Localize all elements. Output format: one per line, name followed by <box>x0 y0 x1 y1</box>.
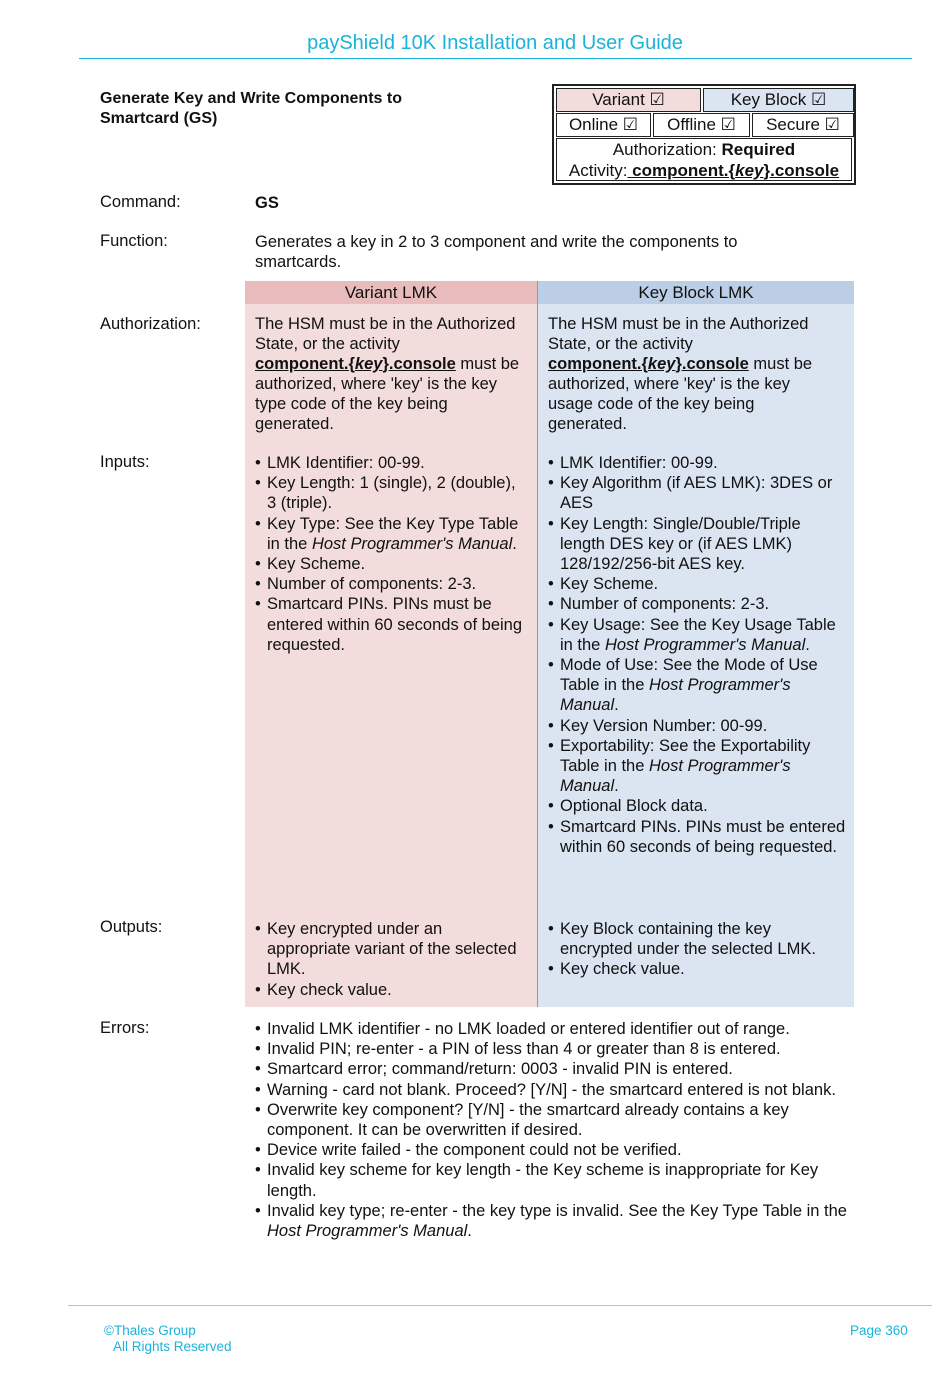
key-block-authorization: The HSM must be in the Authorized State, or the activity component.{key}.console must be authorized, where 'key' is the key usage code of the key being generated. <box>548 315 813 433</box>
auth-label: Authorization: <box>612 140 722 159</box>
list-item: • Number of components: 2-3. <box>255 574 529 594</box>
function-label: Function: <box>100 232 168 250</box>
list-item: • Key Type: See the Key Type Table in the Host Programmer's Manual. <box>255 514 529 554</box>
variant-flag: Variant ☑ <box>556 88 701 112</box>
variant-outputs <box>245 919 537 1000</box>
errors-label: Errors: <box>100 1019 150 1037</box>
list-item: • Exportability: See the Exportability Table in the Host Programmer's Manual. <box>548 736 846 797</box>
list-item: • Warning - card not blank. Proceed? [Y/N] - the smartcard entered is not blank. <box>255 1080 847 1100</box>
variant-authorization: The HSM must be in the Authorized State, or the activity component.{key}.console must be authorized, where 'key' is the key type code of the key being generated. <box>255 315 520 433</box>
key-block-inputs <box>538 453 854 857</box>
list-item: • Smartcard PINs. PINs must be entered within 60 seconds of being requested. <box>548 817 846 857</box>
activity-value: component.{key}.console <box>627 161 840 180</box>
footer-copyright: ©Thales Group <box>104 1323 196 1338</box>
section-title <box>100 89 480 129</box>
page-number: Page 360 <box>850 1323 908 1338</box>
key-block-outputs <box>538 919 854 980</box>
list-item: • Key Block containing the key encrypted under the selected LMK. <box>548 919 846 959</box>
outputs-label: Outputs: <box>100 918 163 936</box>
errors-list <box>245 1019 855 1241</box>
list-item: • LMK Identifier: 00-99. <box>255 453 529 473</box>
list-item: • Invalid LMK identifier - no LMK loaded or entered identifier out of range. <box>255 1019 847 1039</box>
list-item: • Invalid PIN; re-enter - a PIN of less than 4 or greater than 8 is entered. <box>255 1039 847 1059</box>
list-item: • Invalid key type; re-enter - the key type is invalid. See the Key Type Table in the Host Programmer's Manual. <box>255 1201 847 1241</box>
list-item: • Key check value. <box>255 980 529 1000</box>
list-item: • Number of components: 2-3. <box>548 594 846 614</box>
command-flags-box <box>552 84 856 185</box>
list-item: • Smartcard error; command/return: 0003 - invalid PIN is entered. <box>255 1059 847 1079</box>
list-item: • Key Usage: See the Key Usage Table in the Host Programmer's Manual. <box>548 615 846 655</box>
list-item: • LMK Identifier: 00-99. <box>548 453 846 473</box>
section-title-line2: Smartcard (GS) <box>100 110 218 127</box>
online-flag: Online ☑ <box>556 113 651 137</box>
offline-flag: Offline ☑ <box>653 113 750 137</box>
command-value: GS <box>255 194 279 212</box>
list-item: • Overwrite key component? [Y/N] - the smartcard already contains a key component. It can be overwritten if desired. <box>255 1100 847 1140</box>
list-item: • Key Scheme. <box>255 554 529 574</box>
list-item: • Key encrypted under an appropriate variant of the selected LMK. <box>255 919 529 980</box>
list-item: • Key Scheme. <box>548 574 846 594</box>
list-item: • Key Algorithm (if AES LMK): 3DES or AES <box>548 473 846 513</box>
header-rule <box>79 58 912 59</box>
activity-label: Activity: <box>568 161 628 180</box>
footer-rights: All Rights Reserved <box>113 1339 232 1354</box>
list-item: • Mode of Use: See the Mode of Use Table in the Host Programmer's Manual. <box>548 655 846 716</box>
key-block-lmk-header: Key Block LMK <box>538 281 854 304</box>
list-item: • Device write failed - the component could not be verified. <box>255 1140 847 1160</box>
document-title: payShield 10K Installation and User Guide <box>307 32 683 54</box>
list-item: • Invalid key scheme for key length - the Key scheme is inappropriate for Key length. <box>255 1160 847 1200</box>
auth-value: Required <box>721 140 796 159</box>
function-text: Generates a key in 2 to 3 component and write the components to smartcards. <box>255 233 738 271</box>
variant-inputs <box>245 453 537 655</box>
section-title-line1: Generate Key and Write Components to <box>100 90 402 107</box>
footer-rule <box>68 1305 932 1306</box>
list-item: • Key Version Number: 00-99. <box>548 716 846 736</box>
inputs-label: Inputs: <box>100 453 150 471</box>
command-label: Command: <box>100 193 181 211</box>
secure-flag: Secure ☑ <box>752 113 854 137</box>
authorization-label: Authorization: <box>100 315 201 333</box>
list-item: • Key check value. <box>548 959 846 979</box>
variant-lmk-header: Variant LMK <box>245 281 537 304</box>
list-item: • Smartcard PINs. PINs must be entered within 60 seconds of being requested. <box>255 594 529 655</box>
key-block-flag: Key Block ☑ <box>703 88 854 112</box>
authorization-box <box>556 138 852 181</box>
list-item: • Key Length: Single/Double/Triple length DES key or (if AES LMK) 128/192/256-bit AES key. <box>548 514 846 575</box>
list-item: • Optional Block data. <box>548 796 846 816</box>
list-item: • Key Length: 1 (single), 2 (double), 3 (triple). <box>255 473 529 513</box>
